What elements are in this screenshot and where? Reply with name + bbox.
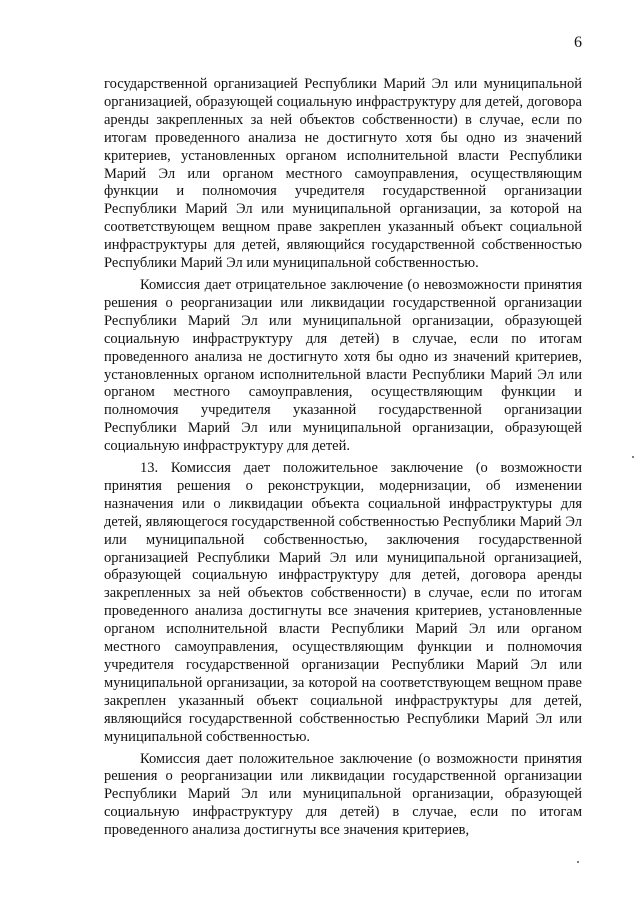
body-text bbox=[104, 76, 582, 840]
page-number: 6 bbox=[574, 34, 582, 51]
scan-speck bbox=[577, 861, 579, 863]
paragraph-clause-13: 13. Комиссия дает положительное заключение (о возможности принятия решения о реконструкции, модернизации, об изменении назначения или о ликвидации объекта социальной инфраструктуры для детей, являющегося государственной собственностью Республики Марий Эл или муниципальной собственностью, заключения государственной организацией Республики Марий Эл или муниципальной организацией, образующей социальную инфраструктуру для детей, договора аренды закрепленных за ней объектов собственности) в случае, если по итогам проведенного анализа достигнуты все значения критериев, установленные органом исполнительной власти Республики Марий Эл или органом местного самоуправления, осуществляющим функции и полномочия учредителя государственной организации Республики Марий Эл или муниципальной организации, за которой на соответствующем вещном праве закреплен указанный объект социальной инфраструктуры для детей, являющийся государственной собственностью Республики Марий Эл или муниципальной собственностью. bbox=[104, 460, 582, 745]
paragraph-continuation: государственной организацией Республики Марий Эл или муниципальной организацией, образующей социальную инфраструктуру для детей, договора аренды закрепленных за ней объектов собственности) в случае, если по итогам проведенного анализа не достигнуто хотя бы одно из значений критериев, установленных органом исполнительной власти Республики Марий Эл или органом местного самоуправления, осуществляющим функции и полномочия учредителя государственной организации Республики Марий Эл или муниципальной организации, за которой на соответствующем вещном праве закреплен указанный объект социальной инфраструктуры для детей, являющийся государственной собственностью Республики Марий Эл или муниципальной собственностью. bbox=[104, 76, 582, 272]
paragraph-positive-conclusion: Комиссия дает положительное заключение (о возможности принятия решения о реорганизации или ликвидации государственной организации Республики Марий Эл или муниципальной организации, образующей социальную инфраструктуру для детей) в случае, если по итогам проведенного анализа достигнуты все значения критериев, bbox=[104, 750, 582, 839]
paragraph-negative-conclusion: Комиссия дает отрицательное заключение (о невозможности принятия решения о реорганизации или ликвидации государственной организации Республики Марий Эл или муниципальной организации, образующей социальную инфраструктуру для детей) в случае, если по итогам проведенного анализа не достигнуто хотя бы одно из значений критериев, установленных органом исполнительной власти Республики Марий Эл или органом местного самоуправления, осуществляющим функции и полномочия учредителя указанной государственной организации Республики Марий Эл или муниципальной организации, образующей социальную инфраструктуру для детей. bbox=[104, 276, 582, 455]
scan-speck bbox=[632, 456, 634, 458]
